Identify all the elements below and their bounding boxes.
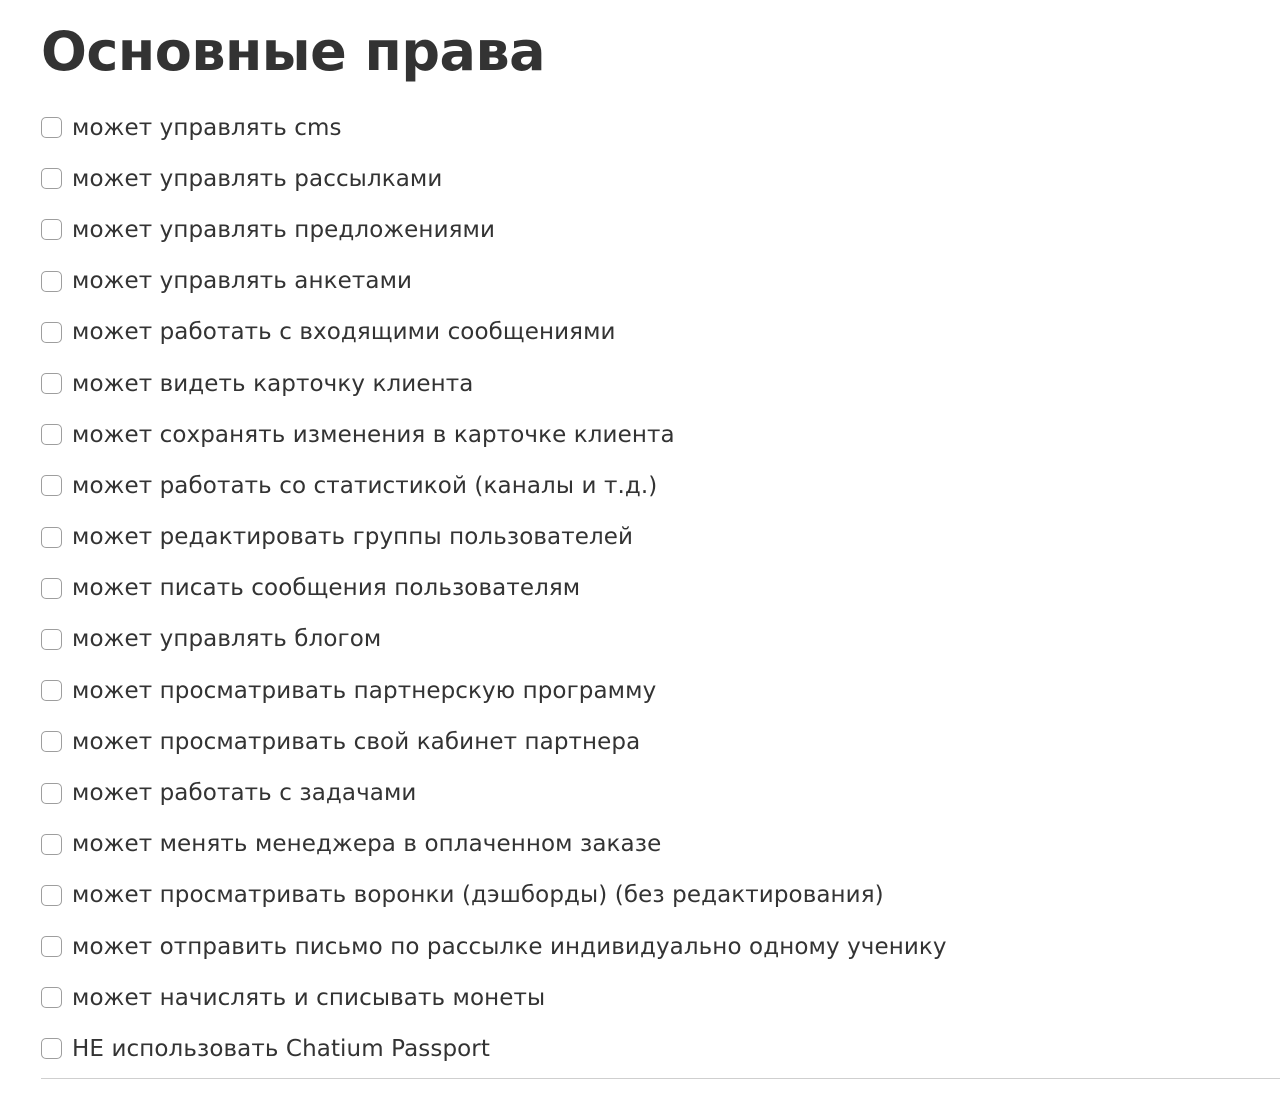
permission-label: может управлять анкетами	[72, 268, 413, 295]
permission-item-manage-forms[interactable]	[41, 256, 947, 307]
permission-item-manage-mailings[interactable]	[41, 153, 947, 204]
permission-label: может редактировать группы пользователей	[72, 524, 634, 551]
permission-checkbox[interactable]	[41, 936, 62, 957]
permission-item-view-client-card[interactable]	[41, 358, 947, 409]
permission-label: может работать с задачами	[72, 780, 417, 807]
permission-label: может управлять блогом	[72, 626, 382, 653]
permission-label: может управлять предложениями	[72, 216, 496, 243]
permission-label: может сохранять изменения в карточке клиента	[72, 421, 675, 448]
permission-item-statistics[interactable]	[41, 460, 947, 511]
permission-checkbox[interactable]	[41, 424, 62, 445]
permission-item-view-partner-program[interactable]	[41, 665, 947, 716]
permission-checkbox[interactable]	[41, 578, 62, 599]
permission-label: может писать сообщения пользователям	[72, 575, 581, 602]
permission-item-manage-cms[interactable]	[41, 102, 947, 153]
permission-checkbox[interactable]	[41, 322, 62, 343]
permission-item-message-users[interactable]	[41, 563, 947, 614]
permission-item-change-manager[interactable]	[41, 819, 947, 870]
permission-checkbox[interactable]	[41, 731, 62, 752]
permission-item-tasks[interactable]	[41, 767, 947, 818]
permission-label: может работать с входящими сообщениями	[72, 319, 616, 346]
permission-checkbox[interactable]	[41, 527, 62, 548]
permission-item-send-individual-mail[interactable]	[41, 921, 947, 972]
permission-item-edit-user-groups[interactable]	[41, 512, 947, 563]
permission-checkbox[interactable]	[41, 987, 62, 1008]
permission-item-save-client-card[interactable]	[41, 409, 947, 460]
permission-checkbox[interactable]	[41, 885, 62, 906]
permission-label: может управлять рассылками	[72, 165, 443, 192]
permission-checkbox[interactable]	[41, 834, 62, 855]
permission-checkbox[interactable]	[41, 1038, 62, 1059]
permission-checkbox[interactable]	[41, 168, 62, 189]
page-title: Основные права	[41, 20, 546, 83]
permission-checkbox[interactable]	[41, 475, 62, 496]
permission-checkbox[interactable]	[41, 629, 62, 650]
permission-item-coins[interactable]	[41, 972, 947, 1023]
permission-checkbox[interactable]	[41, 271, 62, 292]
permission-label: может работать со статистикой (каналы и т.д.)	[72, 472, 658, 499]
section-divider	[41, 1078, 1280, 1079]
permission-item-view-funnels[interactable]	[41, 870, 947, 921]
permission-item-incoming-messages[interactable]	[41, 307, 947, 358]
permission-item-no-chatium-passport[interactable]	[41, 1023, 947, 1074]
permission-label: может начислять и списывать монеты	[72, 984, 546, 1011]
permission-label: может управлять cms	[72, 114, 342, 141]
permission-item-manage-blog[interactable]	[41, 614, 947, 665]
permission-item-manage-offers[interactable]	[41, 204, 947, 255]
permission-checkbox[interactable]	[41, 680, 62, 701]
permission-checkbox[interactable]	[41, 783, 62, 804]
permission-label: может видеть карточку клиента	[72, 370, 474, 397]
permission-label: может менять менеджера в оплаченном заказе	[72, 831, 662, 858]
permissions-list	[41, 102, 947, 1075]
permission-label: может просматривать партнерскую программу	[72, 677, 657, 704]
permission-checkbox[interactable]	[41, 219, 62, 240]
permission-label: может просматривать свой кабинет партнера	[72, 728, 641, 755]
permission-item-view-partner-cabinet[interactable]	[41, 716, 947, 767]
permission-checkbox[interactable]	[41, 373, 62, 394]
permission-label: может отправить письмо по рассылке индивидуально одному ученику	[72, 933, 947, 960]
permission-label: НЕ использовать Chatium Passport	[72, 1035, 490, 1062]
permission-checkbox[interactable]	[41, 117, 62, 138]
permission-label: может просматривать воронки (дэшборды) (без редактирования)	[72, 882, 884, 909]
